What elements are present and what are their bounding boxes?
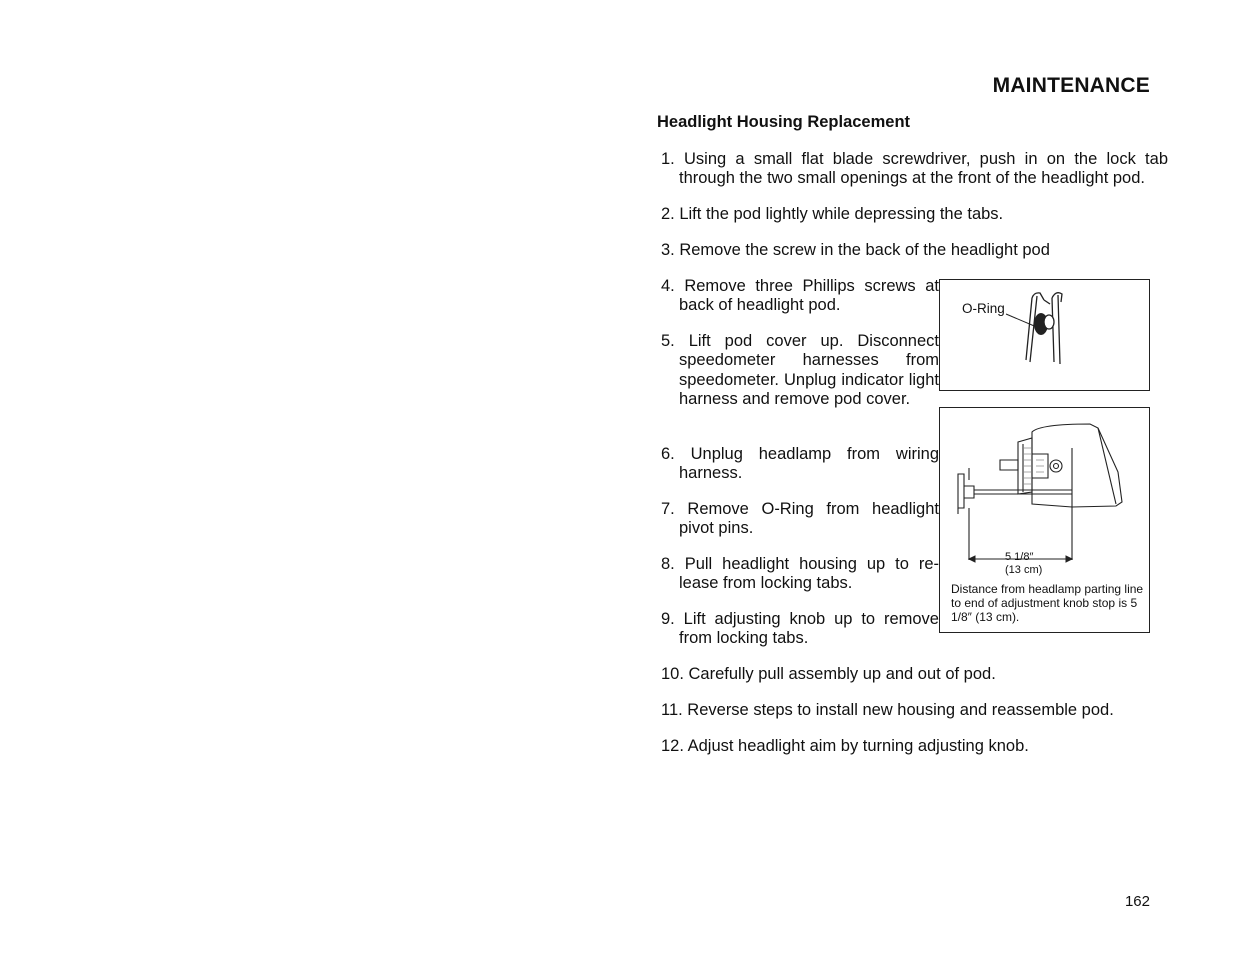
step-10: 10. Carefully pull assembly up and out of pod. bbox=[661, 665, 996, 683]
oring-figure bbox=[939, 279, 1150, 391]
step-12: 12. Adjust headlight aim by turning adjusting knob. bbox=[661, 737, 1029, 755]
step-1: 1. Using a small flat blade screwdriver, push in on the lock tab through the two small openings at the front of the headlight pod. bbox=[661, 150, 1168, 188]
section-heading: Headlight Housing Replacement bbox=[657, 113, 911, 131]
page-number: 162 bbox=[1124, 893, 1150, 910]
step-6: 6. Unplug headlamp from wiring harness. bbox=[661, 445, 939, 483]
step-4: 4. Remove three Phillips screws at back of headlight pod. bbox=[661, 277, 939, 315]
oring-label: O-Ring bbox=[962, 301, 1005, 316]
step-9: 9. Lift adjusting knob up to remove from locking tabs. bbox=[661, 610, 939, 648]
step-8: 8. Pull headlight housing up to re-lease from locking tabs. bbox=[661, 555, 939, 593]
page-title: MAINTENANCE bbox=[992, 74, 1150, 97]
dimension-imperial: 5 1/8″ bbox=[1005, 551, 1034, 563]
step-7: 7. Remove O-Ring from headlight pivot pins. bbox=[661, 500, 939, 538]
step-2: 2. Lift the pod lightly while depressing the tabs. bbox=[661, 205, 1004, 223]
figure-caption: Distance from headlamp parting line to end of adjustment knob stop is 5 1/8″ (13 cm). bbox=[951, 582, 1144, 624]
step-5: 5. Lift pod cover up. Disconnect speedometer harnesses from speedometer. Unplug indicator light harness and remove pod cover. bbox=[661, 332, 939, 409]
headlamp-figure bbox=[939, 407, 1150, 633]
dimension-metric: (13 cm) bbox=[1005, 564, 1043, 576]
step-11: 11. Reverse steps to install new housing and reassemble pod. bbox=[661, 701, 1114, 719]
oring-illustration bbox=[940, 280, 1151, 392]
step-3: 3. Remove the screw in the back of the headlight pod bbox=[661, 241, 1050, 259]
